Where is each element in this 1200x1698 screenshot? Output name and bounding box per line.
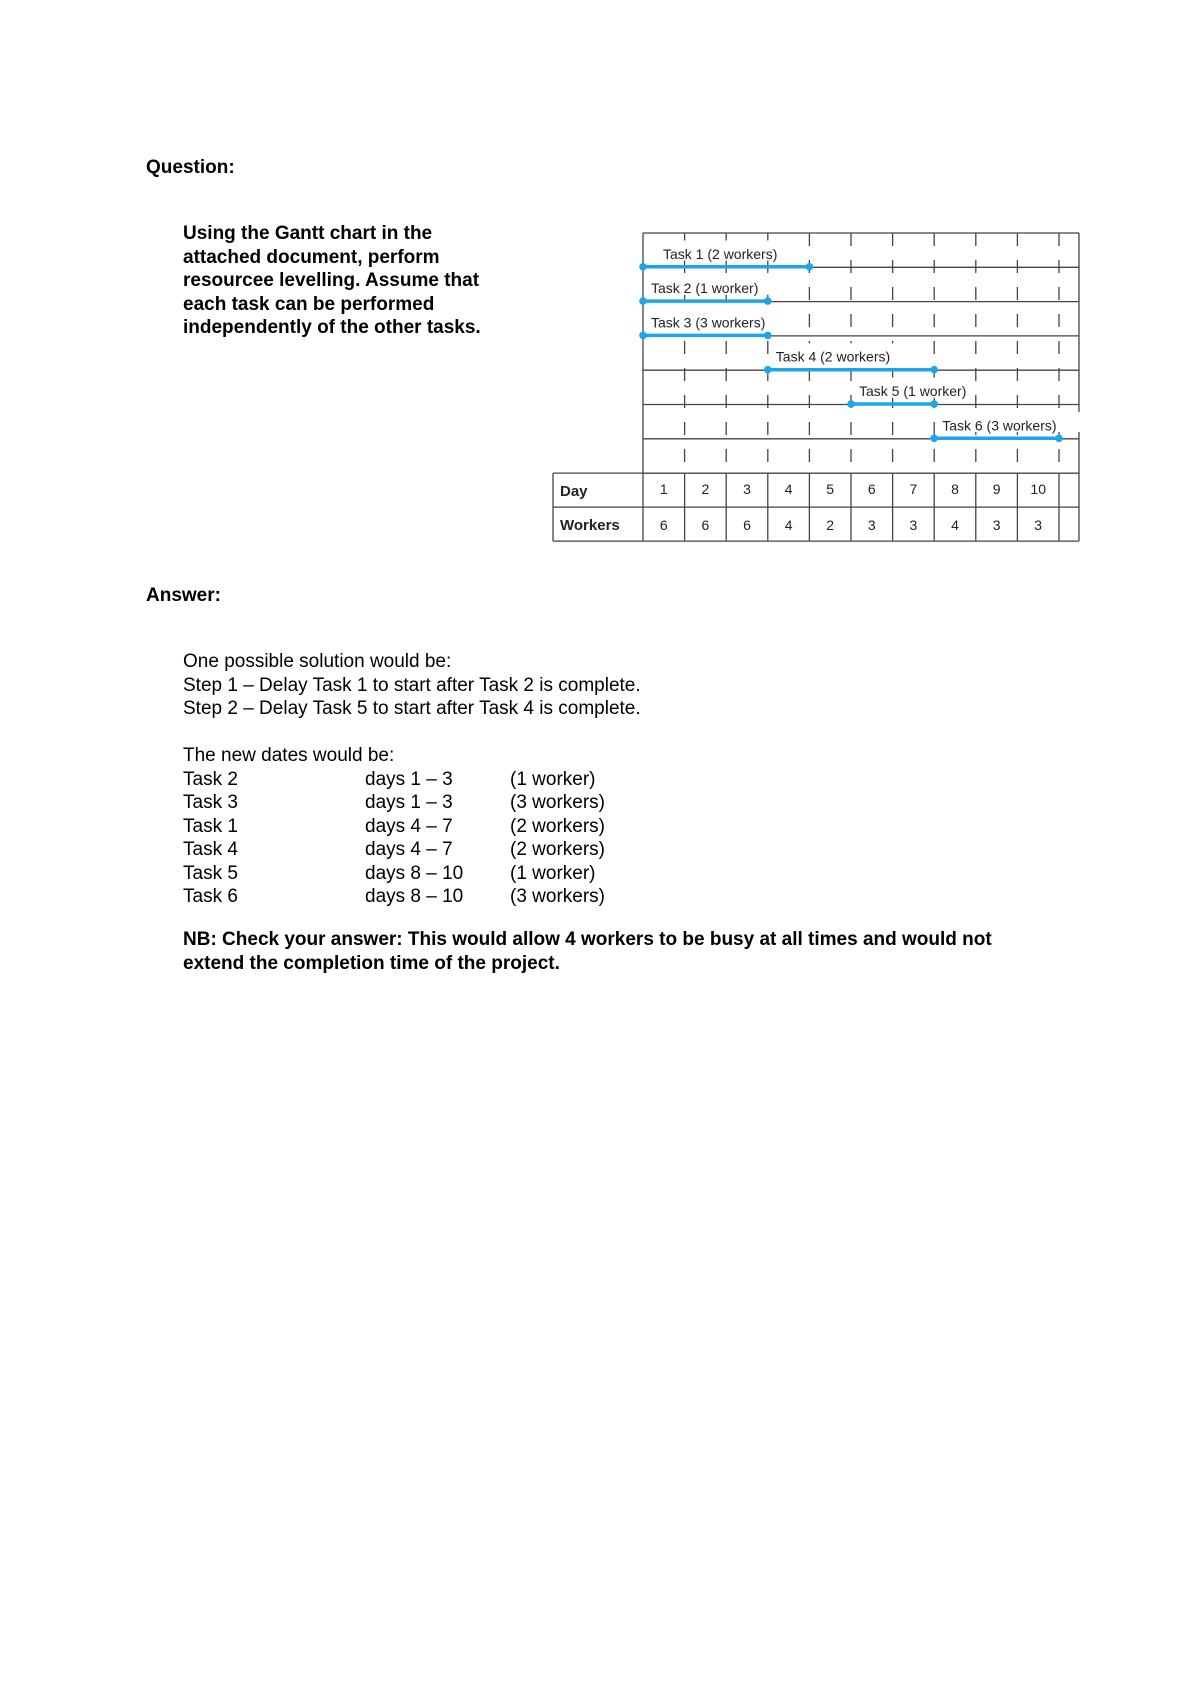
answer-intro: One possible solution would be: — [183, 651, 452, 672]
schedule-row — [183, 862, 641, 886]
schedule-row — [183, 768, 641, 792]
day-number: 8 — [951, 481, 959, 498]
day-label: Day — [560, 483, 588, 501]
schedule-workers: (1 worker) — [510, 862, 596, 884]
day-number: 3 — [743, 481, 751, 498]
schedule-workers: (3 workers) — [510, 792, 606, 813]
task-label: Task 3 (3 workers) — [651, 314, 766, 331]
task-end-marker — [1055, 435, 1063, 443]
task-end-marker — [930, 366, 938, 374]
workers-count: 4 — [784, 517, 793, 534]
question-line: Using the Gantt chart in the — [183, 223, 433, 244]
task-start-marker — [639, 263, 647, 271]
schedule-row — [183, 791, 641, 815]
schedule-days: days 4 – 7 — [365, 839, 453, 860]
question-line: each task can be performed — [183, 293, 435, 315]
task-label: Task 5 (1 worker) — [859, 383, 967, 399]
workers-count: 2 — [826, 517, 835, 534]
schedule-row — [183, 885, 641, 909]
schedule-days: days 8 – 10 — [365, 886, 464, 907]
schedule-task: Task 5 — [183, 862, 238, 884]
schedule-task: Task 2 — [183, 768, 238, 790]
workers-count: 3 — [867, 517, 876, 534]
task-label: Task 4 (2 workers) — [775, 348, 891, 365]
task-start-marker — [639, 297, 647, 305]
schedule-workers: (1 worker) — [510, 768, 596, 790]
schedule-workers: (2 workers) — [510, 815, 606, 837]
workers-count: 6 — [701, 517, 710, 534]
schedule-task: Task 3 — [183, 792, 238, 813]
nb-note — [183, 928, 1073, 975]
day-number: 9 — [992, 481, 1001, 498]
answer-step-2: Step 2 – Delay Task 5 to start after Task 4 is complete. — [183, 698, 641, 719]
schedule-row — [183, 815, 641, 839]
nb-line: NB: Check your answer: This would allow 4 workers to be busy at all times and would not — [183, 929, 992, 950]
workers-count: 3 — [1034, 517, 1043, 534]
gantt-chart — [0, 0, 1200, 560]
schedule-workers: (2 workers) — [510, 839, 606, 860]
task-start-marker — [847, 400, 855, 408]
day-number: 6 — [867, 481, 876, 498]
task-label: Task 2 (1 worker) — [651, 280, 759, 297]
task-end-marker — [930, 400, 938, 408]
workers-count: 6 — [743, 517, 751, 534]
answer-body — [183, 650, 641, 909]
task-end-marker — [764, 332, 772, 340]
schedule-workers: (3 workers) — [510, 886, 606, 907]
schedule-task: Task 4 — [183, 839, 238, 860]
schedule-days: days 1 – 3 — [365, 768, 453, 790]
question-line: attached document, perform — [183, 246, 440, 268]
schedule-table — [183, 768, 641, 909]
task-start-marker — [639, 332, 647, 340]
day-number: 7 — [909, 481, 918, 498]
task-end-marker — [806, 263, 814, 271]
day-number: 4 — [784, 481, 793, 498]
schedule-days: days 4 – 7 — [365, 815, 453, 837]
question-line: independently of the other tasks. — [183, 317, 481, 338]
schedule-days: days 1 – 3 — [365, 792, 453, 813]
question-line: resourcee levelling. Assume that — [183, 270, 480, 291]
question-heading: Question: — [146, 157, 235, 178]
new-dates-intro: The new dates would be: — [183, 745, 395, 766]
task-end-marker — [764, 297, 772, 305]
workers-count: 4 — [951, 517, 959, 534]
workers-count: 3 — [992, 517, 1001, 534]
task-label: Task 1 (2 workers) — [663, 245, 778, 262]
answer-heading: Answer: — [146, 585, 221, 606]
workers-label: Workers — [560, 517, 620, 535]
task-start-marker — [764, 366, 772, 374]
task-start-marker — [930, 435, 938, 443]
task-label: Task 6 (3 workers) — [942, 417, 1057, 434]
answer-step-1: Step 1 – Delay Task 1 to start after Task 2 is complete. — [183, 674, 641, 696]
day-number: 2 — [701, 481, 710, 498]
schedule-task: Task 6 — [183, 886, 238, 907]
day-number: 1 — [659, 481, 668, 498]
day-number: 10 — [1030, 481, 1046, 498]
schedule-task: Task 1 — [183, 815, 238, 837]
schedule-row — [183, 838, 641, 862]
schedule-days: days 8 – 10 — [365, 862, 464, 884]
workers-count: 3 — [909, 517, 918, 534]
nb-line: extend the completion time of the project. — [183, 952, 560, 974]
workers-count: 6 — [659, 517, 668, 534]
day-number: 5 — [826, 481, 835, 498]
